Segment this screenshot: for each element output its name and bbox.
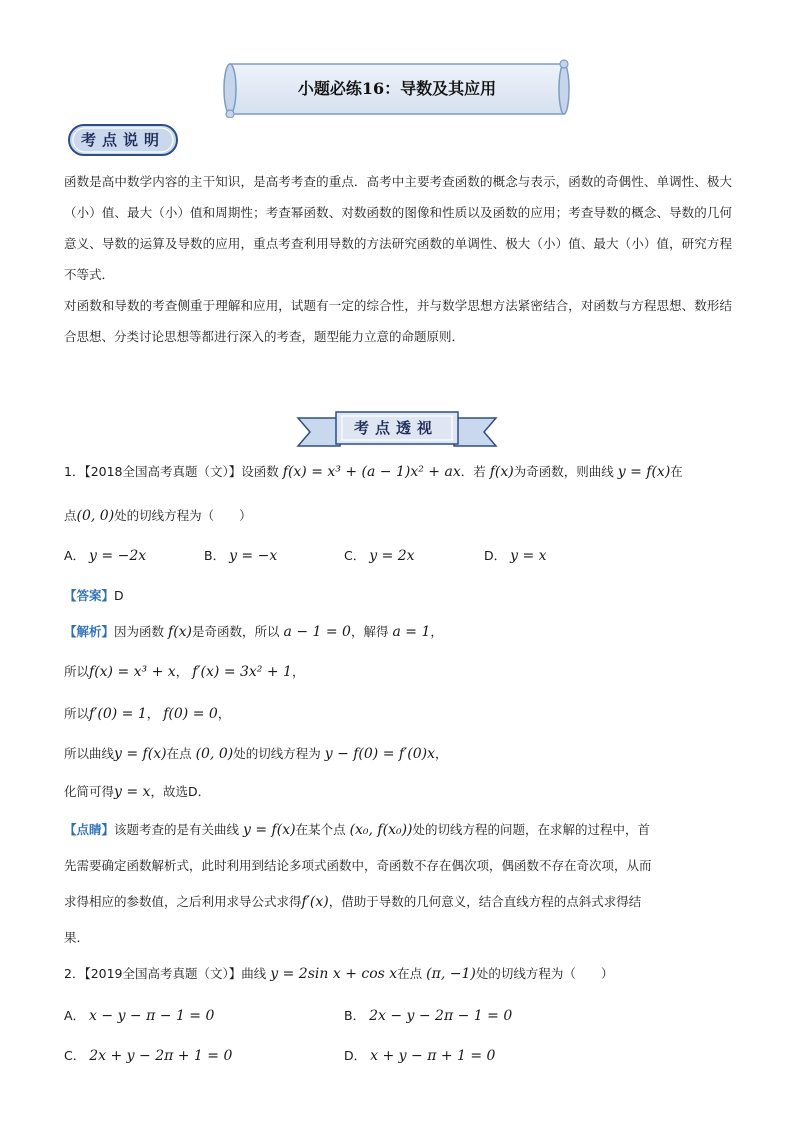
q1-answer: 【答案】D — [64, 588, 124, 603]
q1-note-line-2: 先需要确定函数解析式，此时利用到结论多项式函数中，奇函数不存在偶次项，偶函数不存在奇次项，从而 — [64, 858, 652, 873]
q1-option-d[interactable]: D． y = x — [484, 548, 547, 564]
q2-option-b[interactable]: B． 2x − y − 2π − 1 = 0 — [344, 1008, 513, 1024]
q2-option-c[interactable]: C． 2x + y − 2π + 1 = 0 — [64, 1048, 233, 1064]
q1-option-c[interactable]: C． y = 2x — [344, 548, 415, 564]
section-explain-label: 考点说明 — [80, 131, 165, 149]
q1-option-b[interactable]: B． y = −x — [204, 548, 278, 564]
q2-option-d[interactable]: D． x + y − π + 1 = 0 — [344, 1048, 496, 1064]
intro-paragraph-1: 函数是高中数学内容的主干知识，是高考考查的重点．高考中主要考查函数的概念与表示，函数的奇偶性、单调性、极大（小）值、最大（小）值和周期性；考查幂函数、对数函数的图像和性质以及函数的应用；考查导数的概念、导数的几何意义、导数的运算及导数的应用，重点考查利用导数的方法研究函数的单调性、极大（小）值、最大（小）值，研究方程不等式． — [64, 174, 732, 282]
page-title: 小题必练16：导数及其应用 — [297, 79, 497, 98]
q1-analysis-line-1: 【解析】因为函数 f(x)是奇函数，所以 a − 1 = 0，解得 a = 1， — [64, 624, 443, 640]
q1-stem-line-1: 1．【2018全国高考真题（文）】设函数 f(x) = x³ + (a − 1)x² + ax．若 f(x)为奇函数，则曲线 y = f(x)在 — [64, 464, 683, 480]
q1-analysis-line-2: 所以f(x) = x³ + x， f′(x) = 3x² + 1， — [64, 664, 305, 680]
q1-stem-line-2: 点(0, 0)处的切线方程为（ ） — [64, 508, 252, 524]
q2-stem: 2．【2019全国高考真题（文）】曲线 y = 2sin x + cos x在点 (π, −1)处的切线方程为（ ） — [64, 966, 614, 982]
q1-option-a[interactable]: A． y = −2x — [64, 548, 147, 564]
section-practice-label: 考点透视 — [353, 419, 438, 437]
q2-option-a[interactable]: A． x − y − π − 1 = 0 — [64, 1008, 215, 1024]
q1-note-line-4: 果． — [64, 930, 90, 945]
intro-paragraph-2: 对函数和导数的考查侧重于理解和应用，试题有一定的综合性，并与数学思想方法紧密结合，对函数与方程思想、数形结合思想、分类讨论思想等都进行深入的考查，题型能力立意的命题原则． — [64, 298, 732, 344]
q1-note-line-3: 求得相应的参数值，之后利用求导公式求得f′(x)，借助于导数的几何意义，结合直线方程的点斜式求得结 — [64, 894, 642, 910]
q1-analysis-line-3: 所以f′(0) = 1， f(0) = 0， — [64, 706, 231, 722]
intro-text — [64, 166, 732, 352]
q1-note-line-1: 【点睛】该题考查的是有关曲线 y = f(x)在某个点 (x₀, f(x₀))处的切线方程的问题，在求解的过程中，首 — [64, 822, 651, 838]
q1-analysis-line-4: 所以曲线y = f(x)在点 (0, 0)处的切线方程为 y − f(0) = f′(0)x， — [64, 746, 448, 762]
q1-analysis-line-5: 化简可得y = x，故选D． — [64, 784, 211, 800]
